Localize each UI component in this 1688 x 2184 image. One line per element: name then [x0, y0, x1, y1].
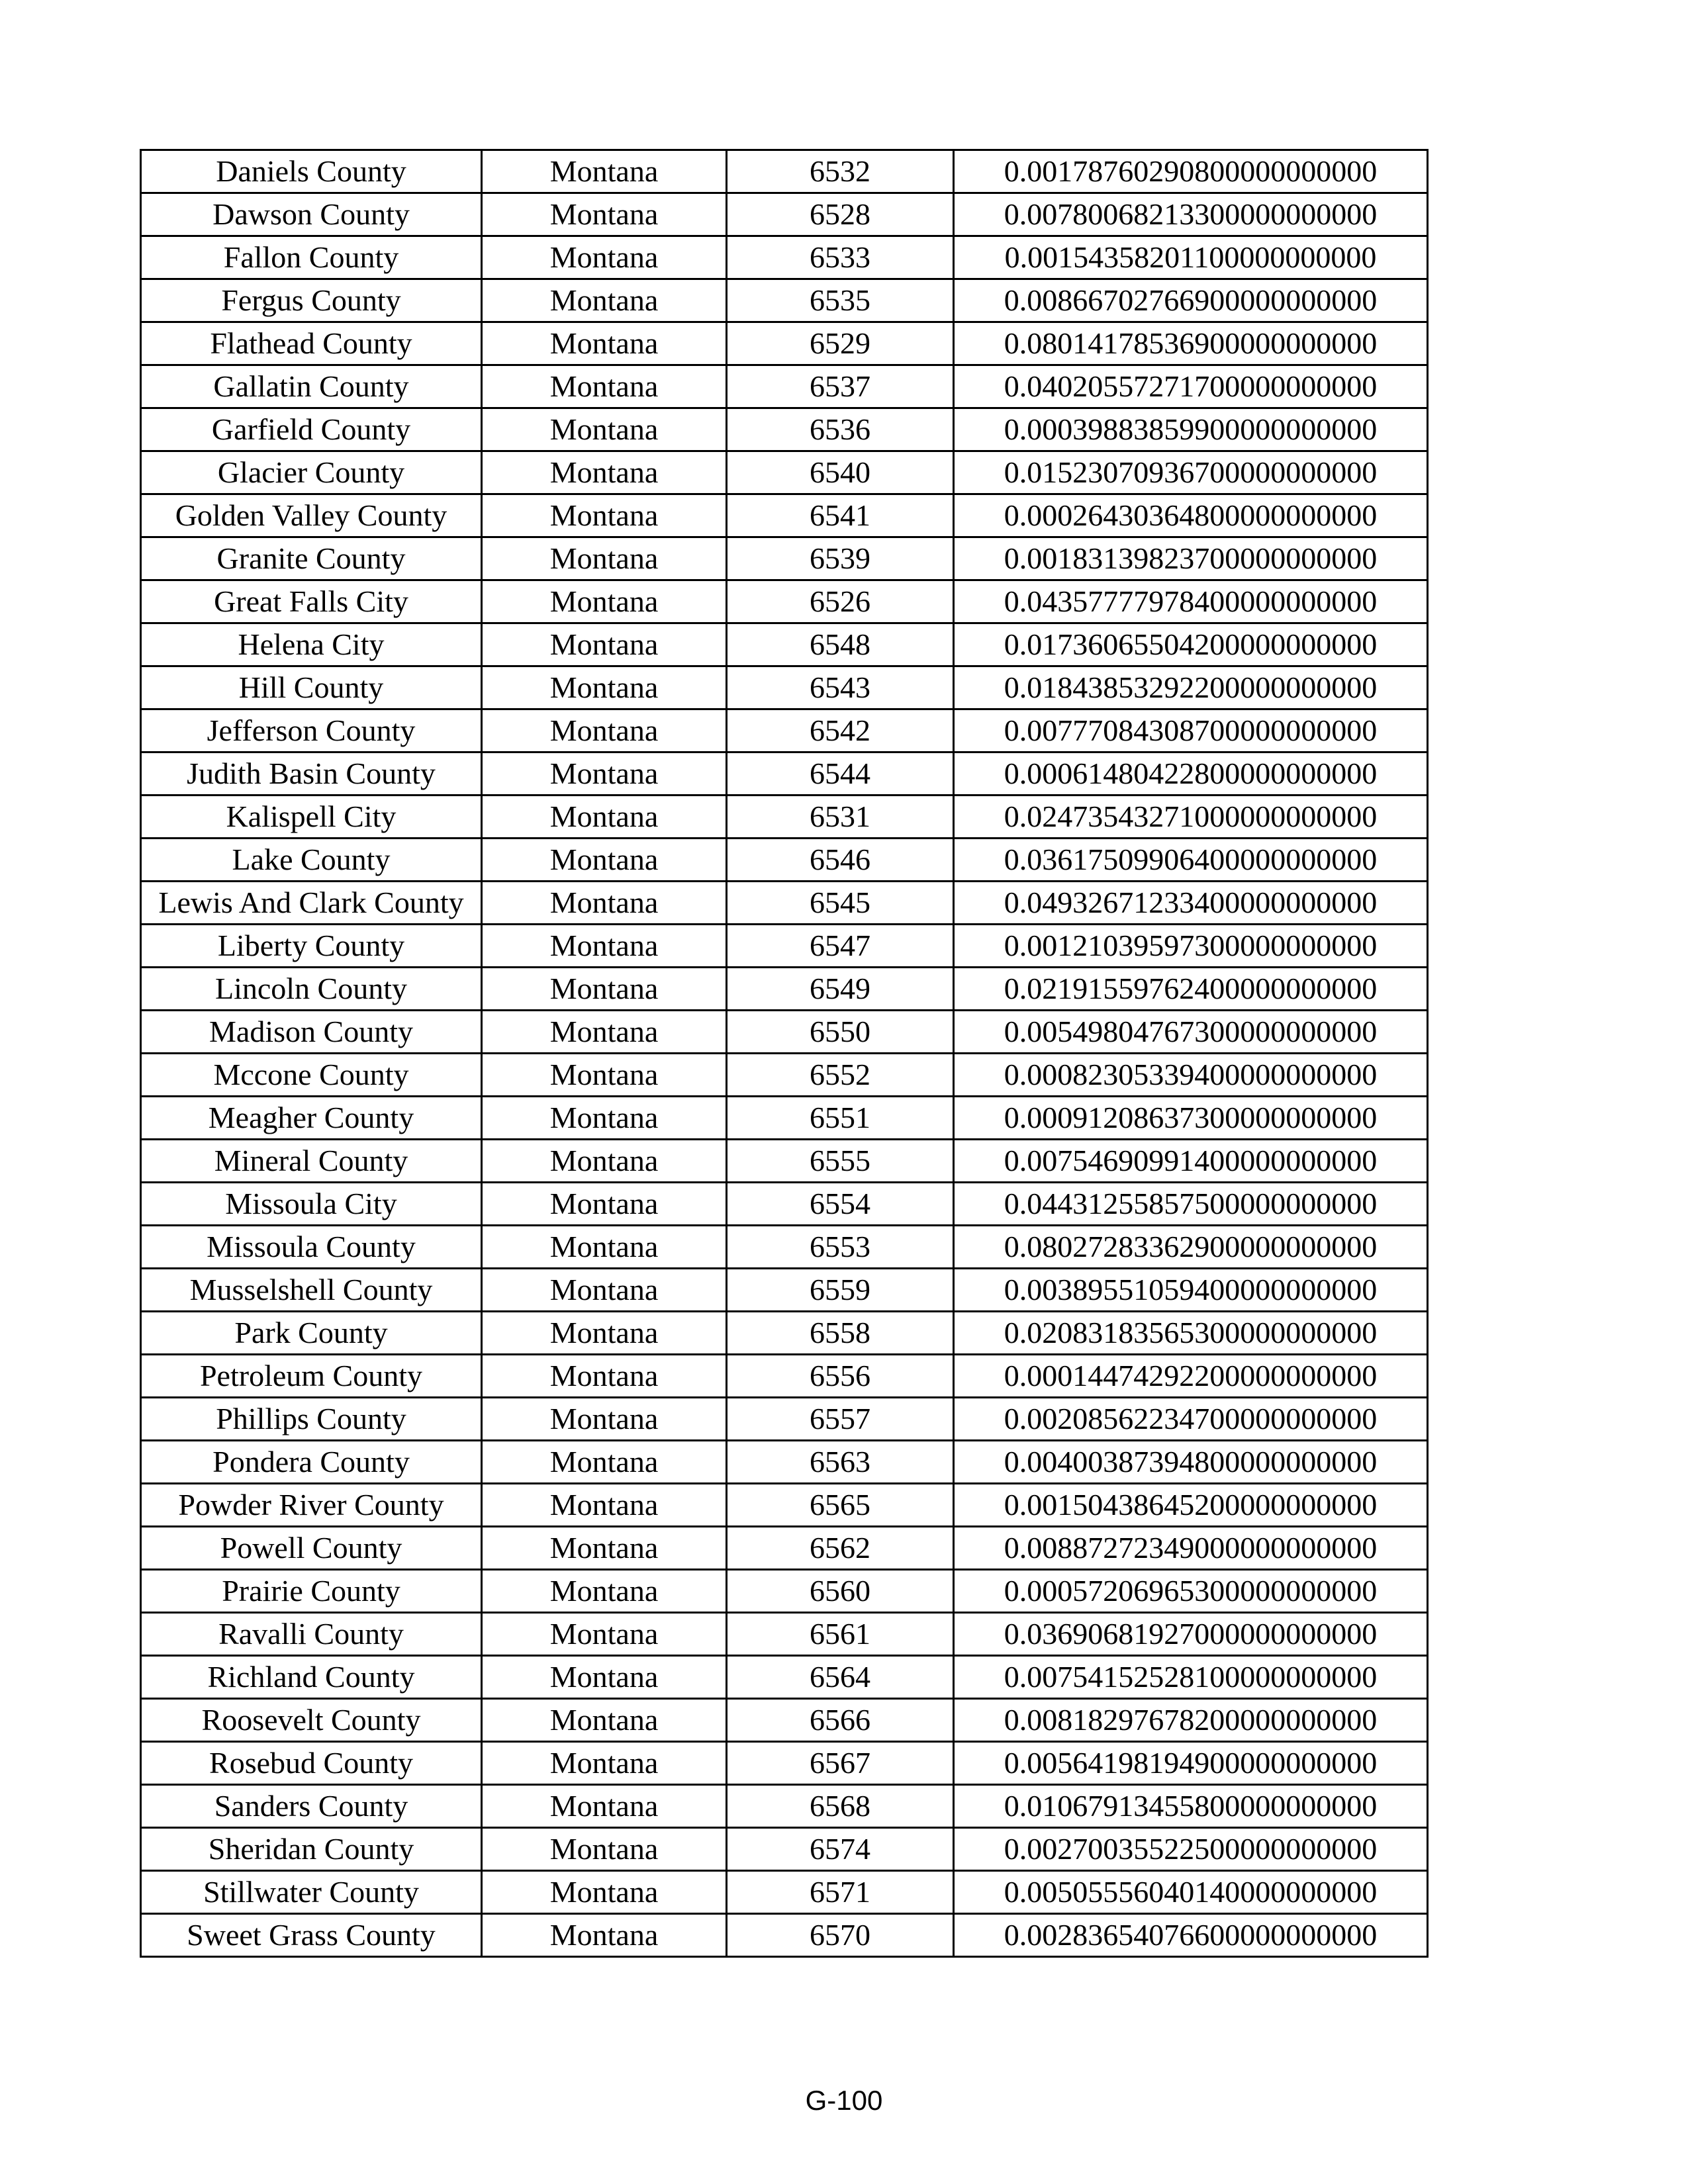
table-row: [141, 494, 1428, 537]
code-cell: 6558: [727, 1312, 954, 1355]
state-cell: Montana: [482, 1570, 727, 1613]
county-name-cell: Helena City: [141, 623, 482, 666]
percentage-cell: 0.00208562234700000000000: [954, 1398, 1428, 1441]
table-row: [141, 925, 1428, 968]
county-name-cell: Golden Valley County: [141, 494, 482, 537]
table-row: [141, 1699, 1428, 1742]
code-cell: 6546: [727, 839, 954, 882]
state-cell: Montana: [482, 1183, 727, 1226]
county-name-cell: Lake County: [141, 839, 482, 882]
percentage-cell: 0.03617509906400000000000: [954, 839, 1428, 882]
state-cell: Montana: [482, 1871, 727, 1914]
code-cell: 6540: [727, 451, 954, 494]
percentage-cell: 0.02083183565300000000000: [954, 1312, 1428, 1355]
state-cell: Montana: [482, 752, 727, 796]
table-row: [141, 322, 1428, 365]
county-name-cell: Sweet Grass County: [141, 1914, 482, 1957]
county-name-cell: Prairie County: [141, 1570, 482, 1613]
table-row: [141, 752, 1428, 796]
code-cell: 6562: [727, 1527, 954, 1570]
percentage-cell: 0.01523070936700000000000: [954, 451, 1428, 494]
page-number: G-100: [805, 2085, 883, 2116]
state-cell: Montana: [482, 1140, 727, 1183]
county-name-cell: Musselshell County: [141, 1269, 482, 1312]
table-row: [141, 1011, 1428, 1054]
code-cell: 6574: [727, 1828, 954, 1871]
percentage-cell: 0.00887272349000000000000: [954, 1527, 1428, 1570]
county-name-cell: Great Falls City: [141, 580, 482, 623]
state-cell: Montana: [482, 494, 727, 537]
table-row: [141, 839, 1428, 882]
code-cell: 6551: [727, 1097, 954, 1140]
percentage-cell: 0.00505556040140000000000: [954, 1871, 1428, 1914]
code-cell: 6564: [727, 1656, 954, 1699]
county-name-cell: Daniels County: [141, 150, 482, 193]
state-cell: Montana: [482, 322, 727, 365]
county-name-cell: Mineral County: [141, 1140, 482, 1183]
table-row: [141, 451, 1428, 494]
state-cell: Montana: [482, 1785, 727, 1828]
code-cell: 6544: [727, 752, 954, 796]
code-cell: 6543: [727, 666, 954, 709]
county-name-cell: Roosevelt County: [141, 1699, 482, 1742]
table-row: [141, 1527, 1428, 1570]
table-row: [141, 1742, 1428, 1785]
state-cell: Montana: [482, 1398, 727, 1441]
percentage-cell: 0.04932671233400000000000: [954, 882, 1428, 925]
code-cell: 6561: [727, 1613, 954, 1656]
code-cell: 6557: [727, 1398, 954, 1441]
county-name-cell: Glacier County: [141, 451, 482, 494]
table-row: [141, 1269, 1428, 1312]
code-cell: 6556: [727, 1355, 954, 1398]
county-name-cell: Pondera County: [141, 1441, 482, 1484]
county-name-cell: Liberty County: [141, 925, 482, 968]
county-name-cell: Hill County: [141, 666, 482, 709]
county-name-cell: Mccone County: [141, 1054, 482, 1097]
county-name-cell: Meagher County: [141, 1097, 482, 1140]
percentage-cell: 0.00270035522500000000000: [954, 1828, 1428, 1871]
county-name-cell: Petroleum County: [141, 1355, 482, 1398]
code-cell: 6549: [727, 968, 954, 1011]
county-name-cell: Granite County: [141, 537, 482, 580]
code-cell: 6528: [727, 193, 954, 236]
state-cell: Montana: [482, 279, 727, 322]
percentage-cell: 0.04431255857500000000000: [954, 1183, 1428, 1226]
percentage-cell: 0.00178760290800000000000: [954, 150, 1428, 193]
table-row: [141, 1441, 1428, 1484]
state-cell: Montana: [482, 1742, 727, 1785]
state-cell: Montana: [482, 1656, 727, 1699]
state-cell: Montana: [482, 1355, 727, 1398]
code-cell: 6535: [727, 279, 954, 322]
code-cell: 6542: [727, 709, 954, 752]
county-name-cell: Missoula County: [141, 1226, 482, 1269]
county-name-cell: Judith Basin County: [141, 752, 482, 796]
county-name-cell: Rosebud County: [141, 1742, 482, 1785]
percentage-cell: 0.02473543271000000000000: [954, 796, 1428, 839]
state-cell: Montana: [482, 1011, 727, 1054]
code-cell: 6554: [727, 1183, 954, 1226]
county-name-cell: Powder River County: [141, 1484, 482, 1527]
percentage-cell: 0.00183139823700000000000: [954, 537, 1428, 580]
state-cell: Montana: [482, 1441, 727, 1484]
table-row: [141, 968, 1428, 1011]
code-cell: 6547: [727, 925, 954, 968]
table-row: [141, 1398, 1428, 1441]
state-cell: Montana: [482, 451, 727, 494]
county-name-cell: Fergus County: [141, 279, 482, 322]
county-name-cell: Park County: [141, 1312, 482, 1355]
county-name-cell: Sheridan County: [141, 1828, 482, 1871]
state-cell: Montana: [482, 1097, 727, 1140]
percentage-cell: 0.00150438645200000000000: [954, 1484, 1428, 1527]
code-cell: 6568: [727, 1785, 954, 1828]
code-cell: 6529: [727, 322, 954, 365]
percentage-cell: 0.00082305339400000000000: [954, 1054, 1428, 1097]
code-cell: 6539: [727, 537, 954, 580]
percentage-cell: 0.00818297678200000000000: [954, 1699, 1428, 1742]
table-row: [141, 1183, 1428, 1226]
percentage-cell: 0.04020557271700000000000: [954, 365, 1428, 408]
code-cell: 6545: [727, 882, 954, 925]
county-name-cell: Madison County: [141, 1011, 482, 1054]
state-cell: Montana: [482, 666, 727, 709]
table-row: [141, 1613, 1428, 1656]
table-row: [141, 666, 1428, 709]
state-cell: Montana: [482, 1914, 727, 1957]
percentage-cell: 0.00091208637300000000000: [954, 1097, 1428, 1140]
state-cell: Montana: [482, 537, 727, 580]
code-cell: 6536: [727, 408, 954, 451]
percentage-cell: 0.01843853292200000000000: [954, 666, 1428, 709]
code-cell: 6563: [727, 1441, 954, 1484]
table-row: [141, 623, 1428, 666]
state-cell: Montana: [482, 1226, 727, 1269]
percentage-cell: 0.00039883859900000000000: [954, 408, 1428, 451]
percentage-cell: 0.00283654076600000000000: [954, 1914, 1428, 1957]
percentage-cell: 0.08014178536900000000000: [954, 322, 1428, 365]
code-cell: 6566: [727, 1699, 954, 1742]
county-name-cell: Flathead County: [141, 322, 482, 365]
county-name-cell: Ravalli County: [141, 1613, 482, 1656]
table-row: [141, 1570, 1428, 1613]
percentage-cell: 0.00564198194900000000000: [954, 1742, 1428, 1785]
table-row: [141, 1312, 1428, 1355]
table-row: [141, 796, 1428, 839]
percentage-cell: 0.00154358201100000000000: [954, 236, 1428, 279]
percentage-cell: 0.00866702766900000000000: [954, 279, 1428, 322]
percentage-cell: 0.01067913455800000000000: [954, 1785, 1428, 1828]
code-cell: 6548: [727, 623, 954, 666]
percentage-cell: 0.00754152528100000000000: [954, 1656, 1428, 1699]
code-cell: 6531: [727, 796, 954, 839]
state-cell: Montana: [482, 580, 727, 623]
state-cell: Montana: [482, 1054, 727, 1097]
percentage-cell: 0.08027283362900000000000: [954, 1226, 1428, 1269]
state-cell: Montana: [482, 1699, 727, 1742]
table-row: [141, 193, 1428, 236]
county-name-cell: Dawson County: [141, 193, 482, 236]
percentage-cell: 0.00061480422800000000000: [954, 752, 1428, 796]
county-name-cell: Lincoln County: [141, 968, 482, 1011]
table-row: [141, 1828, 1428, 1871]
county-name-cell: Fallon County: [141, 236, 482, 279]
table-row: [141, 1656, 1428, 1699]
county-name-cell: Lewis And Clark County: [141, 882, 482, 925]
table-row: [141, 1871, 1428, 1914]
county-name-cell: Phillips County: [141, 1398, 482, 1441]
state-cell: Montana: [482, 925, 727, 968]
state-cell: Montana: [482, 1828, 727, 1871]
code-cell: 6537: [727, 365, 954, 408]
table-row: [141, 537, 1428, 580]
table-row: [141, 236, 1428, 279]
county-name-cell: Powell County: [141, 1527, 482, 1570]
table-row: [141, 279, 1428, 322]
county-name-cell: Garfield County: [141, 408, 482, 451]
state-cell: Montana: [482, 1484, 727, 1527]
table-row: [141, 1355, 1428, 1398]
percentage-cell: 0.00026430364800000000000: [954, 494, 1428, 537]
table-row: [141, 1054, 1428, 1097]
table-body: [141, 150, 1428, 1957]
allocation-table: [140, 149, 1429, 1958]
percentage-cell: 0.00014474292200000000000: [954, 1355, 1428, 1398]
code-cell: 6532: [727, 150, 954, 193]
code-cell: 6541: [727, 494, 954, 537]
code-cell: 6555: [727, 1140, 954, 1183]
percentage-cell: 0.00400387394800000000000: [954, 1441, 1428, 1484]
table-row: [141, 1226, 1428, 1269]
state-cell: Montana: [482, 408, 727, 451]
code-cell: 6560: [727, 1570, 954, 1613]
state-cell: Montana: [482, 193, 727, 236]
county-name-cell: Kalispell City: [141, 796, 482, 839]
table-row: [141, 150, 1428, 193]
state-cell: Montana: [482, 365, 727, 408]
code-cell: 6550: [727, 1011, 954, 1054]
state-cell: Montana: [482, 839, 727, 882]
percentage-cell: 0.00549804767300000000000: [954, 1011, 1428, 1054]
code-cell: 6565: [727, 1484, 954, 1527]
county-name-cell: Missoula City: [141, 1183, 482, 1226]
table-row: [141, 365, 1428, 408]
code-cell: 6553: [727, 1226, 954, 1269]
percentage-cell: 0.00777084308700000000000: [954, 709, 1428, 752]
state-cell: Montana: [482, 1527, 727, 1570]
table-row: [141, 1914, 1428, 1957]
state-cell: Montana: [482, 150, 727, 193]
percentage-cell: 0.01736065504200000000000: [954, 623, 1428, 666]
code-cell: 6526: [727, 580, 954, 623]
county-name-cell: Sanders County: [141, 1785, 482, 1828]
state-cell: Montana: [482, 1269, 727, 1312]
code-cell: 6567: [727, 1742, 954, 1785]
percentage-cell: 0.02191559762400000000000: [954, 968, 1428, 1011]
code-cell: 6552: [727, 1054, 954, 1097]
state-cell: Montana: [482, 709, 727, 752]
county-name-cell: Richland County: [141, 1656, 482, 1699]
state-cell: Montana: [482, 968, 727, 1011]
percentage-cell: 0.04357777978400000000000: [954, 580, 1428, 623]
state-cell: Montana: [482, 882, 727, 925]
percentage-cell: 0.00121039597300000000000: [954, 925, 1428, 968]
table-row: [141, 882, 1428, 925]
code-cell: 6570: [727, 1914, 954, 1957]
table-row: [141, 1785, 1428, 1828]
percentage-cell: 0.00780068213300000000000: [954, 193, 1428, 236]
table-row: [141, 1484, 1428, 1527]
state-cell: Montana: [482, 236, 727, 279]
table-row: [141, 1140, 1428, 1183]
code-cell: 6559: [727, 1269, 954, 1312]
state-cell: Montana: [482, 623, 727, 666]
table-row: [141, 408, 1428, 451]
percentage-cell: 0.03690681927000000000000: [954, 1613, 1428, 1656]
table-row: [141, 580, 1428, 623]
county-name-cell: Stillwater County: [141, 1871, 482, 1914]
percentage-cell: 0.00754690991400000000000: [954, 1140, 1428, 1183]
table-row: [141, 1097, 1428, 1140]
county-name-cell: Gallatin County: [141, 365, 482, 408]
state-cell: Montana: [482, 1312, 727, 1355]
code-cell: 6571: [727, 1871, 954, 1914]
state-cell: Montana: [482, 796, 727, 839]
code-cell: 6533: [727, 236, 954, 279]
county-name-cell: Jefferson County: [141, 709, 482, 752]
state-cell: Montana: [482, 1613, 727, 1656]
percentage-cell: 0.00057206965300000000000: [954, 1570, 1428, 1613]
table-row: [141, 709, 1428, 752]
percentage-cell: 0.00389551059400000000000: [954, 1269, 1428, 1312]
